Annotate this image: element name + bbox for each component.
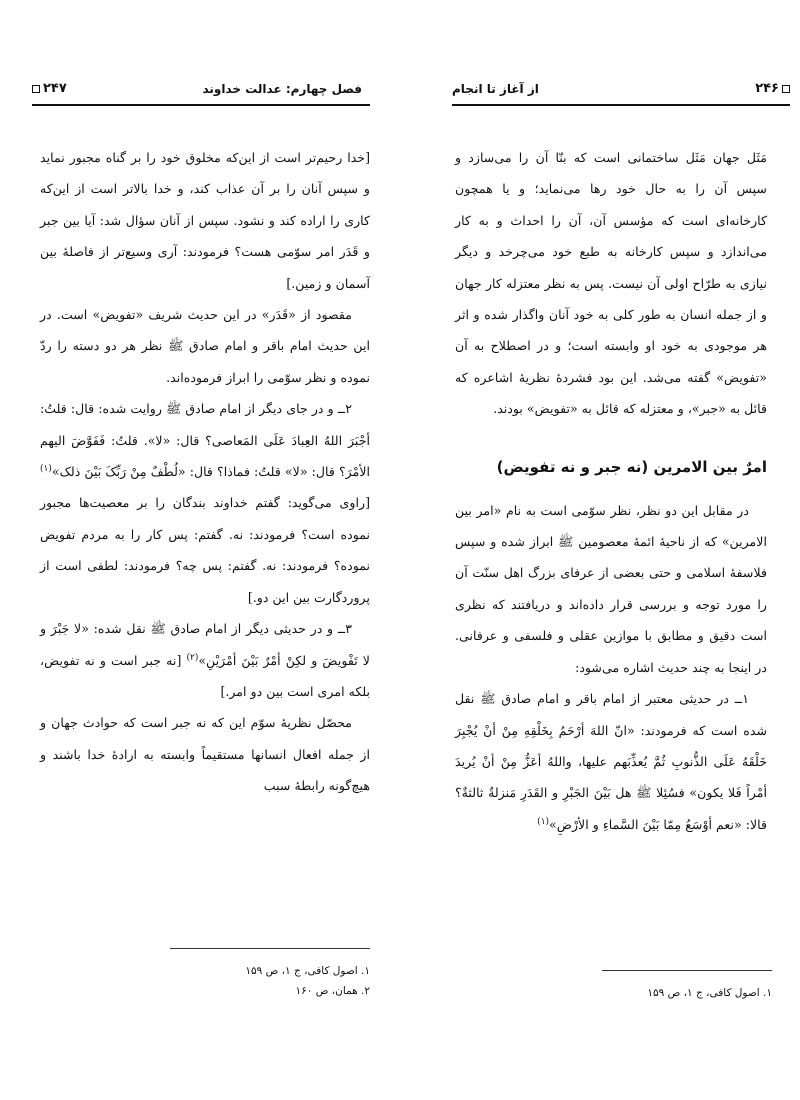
page-box-icon (32, 85, 40, 93)
paragraph (40, 613, 370, 707)
paragraph: محصّل نظریهٔ سوّم این که نه جبر است که حوادث جهان و از جمله افعال انسانها مستقیماً وابسته به ارادهٔ خدا باشند و هیچ‌گونه رابطهٔ سبب (40, 715, 370, 794)
footnote: ۱. اصول کافی، ج ۱، ص ۱۵۹ (647, 987, 772, 999)
right-body-text (455, 142, 767, 840)
right-page-number: ۲۴۶ (755, 81, 790, 96)
left-page-number: ۲۴۷ (32, 81, 67, 96)
paragraph: مقصود از «قَدَر» در این حدیث شریف «تفویض» است. در این حدیث امام باقر و امام صادق ﷺ نظر هر دو دسته را ردّ نموده و نظر سوّمی را ابراز فرموده‌اند. (40, 307, 370, 385)
paragraph: در مقابل این دو نظر، نظر سوّمی است به نام «امر بین الامرین» که از ناحیهٔ ائمهٔ معصومین ﷺ ابراز شده و سپس فلاسفهٔ اسلامی و حتی بعضی از عرفای بزرگ اهل سنّت آن را مورد توجه و بررسی قرار داده‌اند و دریافتند که نظری است دقیق و مطابق با موازین عقلی و فلسفی و عرفانی. در اینجا به چند حدیث اشاره می‌شود: (455, 502, 767, 675)
left-header-rule (32, 104, 370, 106)
left-header-title: فصل چهارم: عدالت خداوند (202, 82, 362, 96)
hadith-text: ۱ــ در حدیثی معتبر از امام باقر و امام صادق ﷺ نقل شده است که فرمودند: «انّ اللهَ أرْحَمُ بِخَلْقِهِ مِنْ أنْ یُجْبِرَ خَلْقَهُ عَلَی الذُّنوبِ ثُمَّ یُعذِّبَهم علیها، واللهُ أعَزُّ مِنْ أنْ یُریدَ أمْراً فَلا یکون» فسُئِلا ﷺ هل بَیْنَ الجَبْرِ و القَدَرِ مَنزلةٌ ثالثةٌ؟ قالا: «نعم أوْسَعُ مِمّا بَیْنَ السَّماءِ و الأرْضِ» (455, 691, 767, 832)
section-heading: امرٌ بین الامرین (نه جبر و نه تفویض) (496, 457, 767, 476)
right-running-head (452, 80, 790, 106)
left-body-text (40, 142, 370, 802)
right-footnotes (552, 970, 772, 1003)
paragraph (40, 393, 370, 613)
footnote-rule (170, 948, 370, 949)
left-running-head (32, 80, 370, 106)
footnote: ۱. اصول کافی، ج ۱، ص ۱۵۹ (245, 965, 370, 977)
page-box-icon (782, 85, 790, 93)
paragraph: [خدا رحیم‌تر است از این‌که مخلوق خود را بر گناه مجبور نماید و سپس آنان را بر آن عذاب کند، و خدا بالاتر است از این‌که کاری را اراده کند و نشود. سپس از آنان سؤال شد: آیا بین جبر و قَدَر امر سوّمی هست؟ فرمودند: آری وسیع‌تر از فاصلهٔ بین آسمان و زمین.] (40, 150, 370, 291)
translation-text: [نه جبر است و نه تفویض، بلکه امری است بین دو امر.] (40, 652, 370, 699)
hadith-text: ۲ــ و در جای دیگر از امام صادق ﷺ روایت شده: قال: قلتُ: أجْبَرَ اللهُ العِبادَ عَلَی المَعاصی؟ قال: «لا». قلتُ: فَفَوَّضَ الیهم الأمْرَ؟ قال: «لا» قلتُ: فماذا؟ قال: «لُطْفٌ مِنْ رَبِّکَ بَیْنَ ذلک» (40, 401, 370, 480)
paragraph (455, 683, 767, 840)
footnote: ۲. همان، ص ۱۶۰ (295, 985, 370, 997)
footnote-mark: (۱) (537, 816, 550, 827)
footnote-mark: (۲) (186, 652, 199, 663)
right-header-title: از آغاز تا انجام (452, 82, 539, 96)
translation-text: [راوی می‌گوید: گفتم خداوند بندگان را بر معصیت‌ها مجبور نموده است؟ فرمودند: نه. گفتم: پس کار را به مردم تفویض نموده؟ فرمودند: نه. گفتم: پس چه؟ فرمودند: لطفی است از پروردگارت بین این دو.] (40, 495, 370, 605)
right-header-rule (452, 104, 790, 106)
right-page (400, 0, 800, 1100)
paragraph: مَثَل جهان مَثَل ساختمانی است که بنّا آن را می‌سازد و سپس آن را به حال خود رها می‌نماید؛ و یا همچون کارخانه‌ای است که مؤسس آن، آن را احداث و به کار می‌اندازد و سپس کارخانه به طبع خود می‌چرخد و دیگر نیازی به طرّاح اولی آن نیست. پس به نظر معتزله کار جهان و از جمله انسان به طور کلی به خود آنان واگذار شده و اثر هر موجودی به خود او وابسته است؛ و در اصطلاح به آن «تفویض» گفته می‌شد. این بود فشردهٔ نظریهٔ اشاعره که قائل به «جبر»، و معتزله که قائل به «تفویض» بودند. (455, 150, 767, 417)
left-footnotes (150, 948, 370, 1001)
hadith-text: ۳ــ و در حدیثی دیگر از امام صادق ﷺ نقل شده: «لا جَبْرَ و لا تَفْویضَ و لکِنْ أمْرٌ بَیْنَ أمْرَیْنِ» (40, 621, 370, 668)
footnote-mark: (۱) (40, 463, 52, 474)
footnote-rule (602, 970, 772, 971)
